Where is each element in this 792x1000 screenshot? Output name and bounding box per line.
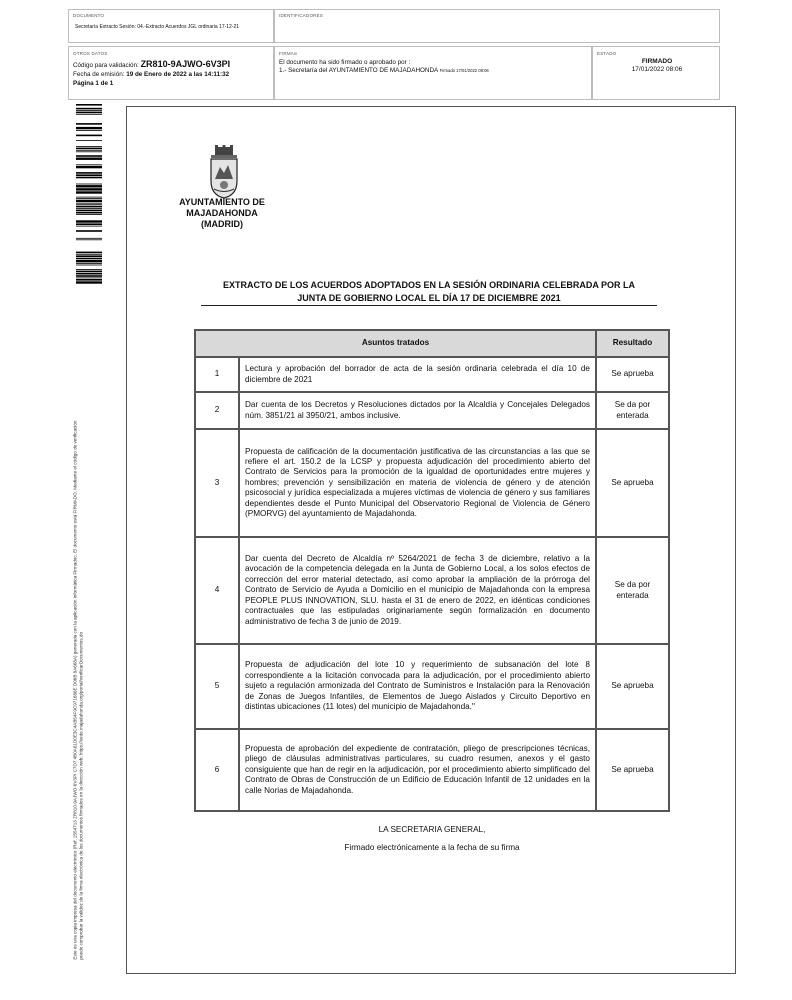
barcode-bar bbox=[76, 210, 102, 212]
page-number: Página 1 de 1 bbox=[73, 80, 114, 87]
barcode-bar bbox=[76, 206, 102, 208]
row-number: 5 bbox=[195, 644, 239, 729]
table-row bbox=[195, 429, 669, 537]
barcode-bar bbox=[76, 185, 102, 187]
firmas-intro: El documento ha sido firmado o aprobado por : bbox=[279, 59, 411, 66]
barcode-image bbox=[76, 104, 102, 284]
barcode-bar bbox=[76, 151, 102, 152]
row-number: 6 bbox=[195, 729, 239, 811]
agreements-table bbox=[194, 329, 670, 812]
barcode-bar bbox=[76, 200, 102, 202]
row-subject: Propuesta de calificación de la documentación justificativa de las circunstancias a las que se refiere el art. 150.2 de la LCSP y propuesta adjudicación del procedimiento abierto del Contrato de Servicios para la promoción de la igualdad de oportunidades entre mujeres y hombres; prevención y sensibilización en materia de violencia de género y de atención psicosocial y jurídica especializada a mujeres víctimas de violencia de género y sus familiares dependientes desde el Punto Municipal del Observatorio Regional de Violencia de Género (PMORVG) del ayuntamiento de Majadahonda. bbox=[239, 429, 596, 537]
barcode-bar bbox=[76, 184, 102, 185]
firmante-line bbox=[279, 67, 591, 75]
row-result: Se aprueba bbox=[596, 644, 669, 729]
barcode-bar bbox=[76, 198, 102, 199]
firmado-fecha: Firmado 17/01/2022 08:06 bbox=[439, 68, 489, 73]
row-number: 3 bbox=[195, 429, 239, 537]
barcode-bar bbox=[76, 110, 102, 111]
barcode-bar bbox=[76, 239, 102, 240]
barcode-bar bbox=[76, 203, 102, 204]
barcode-bar bbox=[76, 148, 102, 150]
org-line-1: AYUNTAMIENTO DE bbox=[179, 197, 265, 207]
validation-code-line bbox=[73, 60, 273, 70]
documento-label: DOCUMENTO bbox=[73, 13, 105, 18]
barcode-bar bbox=[76, 260, 102, 262]
barcode-bar bbox=[76, 269, 102, 270]
barcode-bar bbox=[76, 135, 102, 137]
barcode-bar bbox=[76, 271, 102, 273]
table-row bbox=[195, 729, 669, 811]
row-result: Se aprueba bbox=[596, 729, 669, 811]
row-number: 1 bbox=[195, 357, 239, 392]
table-header-row bbox=[195, 330, 669, 357]
barcode-bar bbox=[76, 220, 102, 222]
barcode-bar bbox=[76, 238, 102, 239]
barcode-bar bbox=[76, 114, 102, 115]
title-line-1: EXTRACTO DE LOS ACUERDOS ADOPTADOS EN LA SESIÓN ORDINARIA CELEBRADA POR LA bbox=[222, 280, 636, 290]
document-page bbox=[126, 106, 736, 974]
firmas-box bbox=[274, 46, 592, 100]
barcode-bar bbox=[76, 123, 102, 125]
barcode-bar bbox=[76, 130, 102, 131]
barcode-bar bbox=[76, 155, 102, 157]
row-result: Se da por enterada bbox=[596, 537, 669, 644]
barcode-bar bbox=[76, 265, 102, 266]
side-legal-line-1: Este es una copia impresa del documento electrónico (Ref: 2554713 ZR810-9AJWO-6V3PI C7D7 4B0A61D0E3C4AB54F9C971686E D06B 8A668A) generada con la aplicación informática Firmadoc. El documento está FIRMADO. Mediante el código de verificación bbox=[72, 420, 78, 960]
barcode-bar bbox=[76, 263, 102, 264]
side-legal-line-2: puede comprobar la validez de la firma electrónica de los documentos firmados en la dirección web: https://sede.majadahonda.org/portal/verificarDocumentos.do bbox=[78, 632, 84, 960]
barcode-bar bbox=[76, 258, 102, 260]
title-line-2: JUNTA DE GOBIERNO LOCAL EL DÍA 17 DE DICIEMBRE 2021 bbox=[297, 293, 561, 303]
row-subject: Dar cuenta del Decreto de Alcaldía nº 5264/2021 de fecha 3 de diciembre, relativo a la avocación de la competencia delegada en la Junta de Gobierno Local, a los solos efectos de corrección del error material detectado, así como aprobar la ampliación de la prórroga del Contrato de Servicio de Ayuda a Domicilio en el municipio de Majadahonda con la empresa PEOPLE PLUS INNOVATION, SLU. hasta el 31 de enero de 2022, en idénticas condiciones contractuales que las estipuladas originariamente según formalización en documento administrativo de fecha 3 de junio de 2019. bbox=[239, 537, 596, 644]
estado-date: 17/01/2022 08:06 bbox=[631, 66, 683, 73]
validation-code[interactable]: ZR810-9AJWO-6V3PI bbox=[140, 59, 231, 69]
row-result: Se da por enterada bbox=[596, 392, 669, 429]
document-title bbox=[201, 279, 657, 305]
emission-date: 19 de Enero de 2022 a las 14:11:32 bbox=[126, 71, 230, 78]
identificadores-box bbox=[274, 9, 720, 43]
barcode-bar bbox=[76, 230, 102, 232]
barcode-bar bbox=[76, 127, 102, 129]
barcode-bar bbox=[76, 150, 102, 151]
barcode-bar bbox=[76, 281, 102, 283]
documento-text: Secretaría Extracto Sesión: 04.-Extracto Acuerdos JGL ordinaria 17-12-21 bbox=[75, 24, 240, 30]
org-line-3: (MADRID) bbox=[201, 219, 243, 229]
barcode-bar bbox=[76, 273, 102, 275]
row-subject: Propuesta de adjudicación del lote 10 y requerimiento de subsanación del lote 8 correspondiente a la licitación convocada para la adjudicación, por el procedimiento abierto sujeto a regulación armonizada del Contrato de Suministros e Instalación para la Renovación de Zonas de Juegos Infantiles, de Elementos de Juego Aislados y Circuito Deportivo en distintas ubicaciones (11 lotes) del municipio de Majadahonda." bbox=[239, 644, 596, 729]
barcode-bar bbox=[76, 112, 102, 114]
side-legal-text bbox=[72, 300, 100, 960]
barcode-bar bbox=[76, 204, 102, 205]
row-subject: Propuesta de aprobación del expediente de contratación, pliego de prescripciones técnicas, pliego de cláusulas administrativas particulares, su cuadro resumen, anexos y el gasto consiguiente que han de regir en la adjudicación, por el procedimiento abierto simplificado del Contrato de Obras de Construcción de un Edificio de Educación Infantil de 12 unidades en la calle Norias de Majadahonda. bbox=[239, 729, 596, 811]
barcode-bar bbox=[76, 146, 102, 147]
barcode-bar bbox=[76, 188, 102, 190]
row-subject: Dar cuenta de los Decretos y Resoluciones dictados por la Alcaldía y Concejales Delegados núm. 3851/21 al 3950/21, ambos inclusive. bbox=[239, 392, 596, 429]
barcode-bar bbox=[76, 158, 102, 160]
barcode-bar bbox=[76, 164, 102, 165]
barcode-bar bbox=[76, 108, 102, 110]
barcode-bar bbox=[76, 191, 102, 193]
barcode-bar bbox=[76, 197, 102, 198]
header-asuntos: Asuntos tratados bbox=[195, 330, 596, 357]
barcode-bar bbox=[76, 140, 102, 141]
barcode-bar bbox=[76, 208, 102, 209]
identificadores-label: IDENTIFICADORES bbox=[279, 13, 324, 18]
row-result: Se aprueba bbox=[596, 357, 669, 392]
firmante: 1.- Secretaría del AYUNTAMIENTO DE MAJADAHONDA bbox=[279, 67, 438, 74]
closing-signature-note: Firmado electrónicamente a la fecha de su firma bbox=[344, 843, 520, 852]
barcode-bar bbox=[76, 252, 102, 254]
emission-date-prefix: Fecha de emisión: bbox=[73, 71, 125, 78]
row-result: Se aprueba bbox=[596, 429, 669, 537]
table-row bbox=[195, 537, 669, 644]
closing-signatory: LA SECRETARIA GENERAL, bbox=[378, 825, 486, 834]
barcode-bar bbox=[76, 275, 102, 277]
otros-datos-label: OTROS DATOS bbox=[73, 51, 108, 56]
row-number: 2 bbox=[195, 392, 239, 429]
table-row bbox=[195, 357, 669, 392]
header-resultado: Resultado bbox=[596, 330, 669, 357]
coat-of-arms-icon bbox=[207, 145, 241, 199]
otros-datos-box bbox=[68, 46, 274, 100]
estado-value: FIRMADO bbox=[641, 58, 673, 65]
barcode-bar bbox=[76, 223, 102, 225]
row-number: 4 bbox=[195, 537, 239, 644]
emission-date-line bbox=[73, 71, 273, 79]
barcode-bar bbox=[76, 254, 102, 255]
table-row bbox=[195, 392, 669, 429]
barcode-bar bbox=[76, 279, 102, 281]
barcode-bar bbox=[76, 177, 102, 179]
row-subject: Lectura y aprobación del borrador de acta de la sesión ordinaria celebrada el día 10 de diciembre de 2021 bbox=[239, 357, 596, 392]
estado-label: ESTADO bbox=[597, 51, 617, 56]
table-row bbox=[195, 644, 669, 729]
barcode-bar bbox=[76, 174, 102, 176]
barcode-bar bbox=[76, 172, 102, 174]
title-divider bbox=[201, 305, 657, 306]
barcode-bar bbox=[76, 166, 102, 168]
documento-box bbox=[68, 9, 274, 43]
firmas-label: FIRMAS bbox=[279, 51, 298, 56]
org-line-2: MAJADAHONDA bbox=[186, 208, 258, 218]
barcode-bar bbox=[76, 226, 102, 227]
validation-code-prefix: Código para validación: bbox=[73, 62, 139, 69]
barcode-bar bbox=[76, 214, 102, 215]
barcode-bar bbox=[76, 255, 102, 257]
barcode-bar bbox=[76, 212, 102, 214]
estado-box bbox=[592, 46, 720, 100]
barcode-bar bbox=[76, 104, 102, 106]
organization-name bbox=[157, 197, 287, 230]
barcode-bar bbox=[76, 278, 102, 279]
